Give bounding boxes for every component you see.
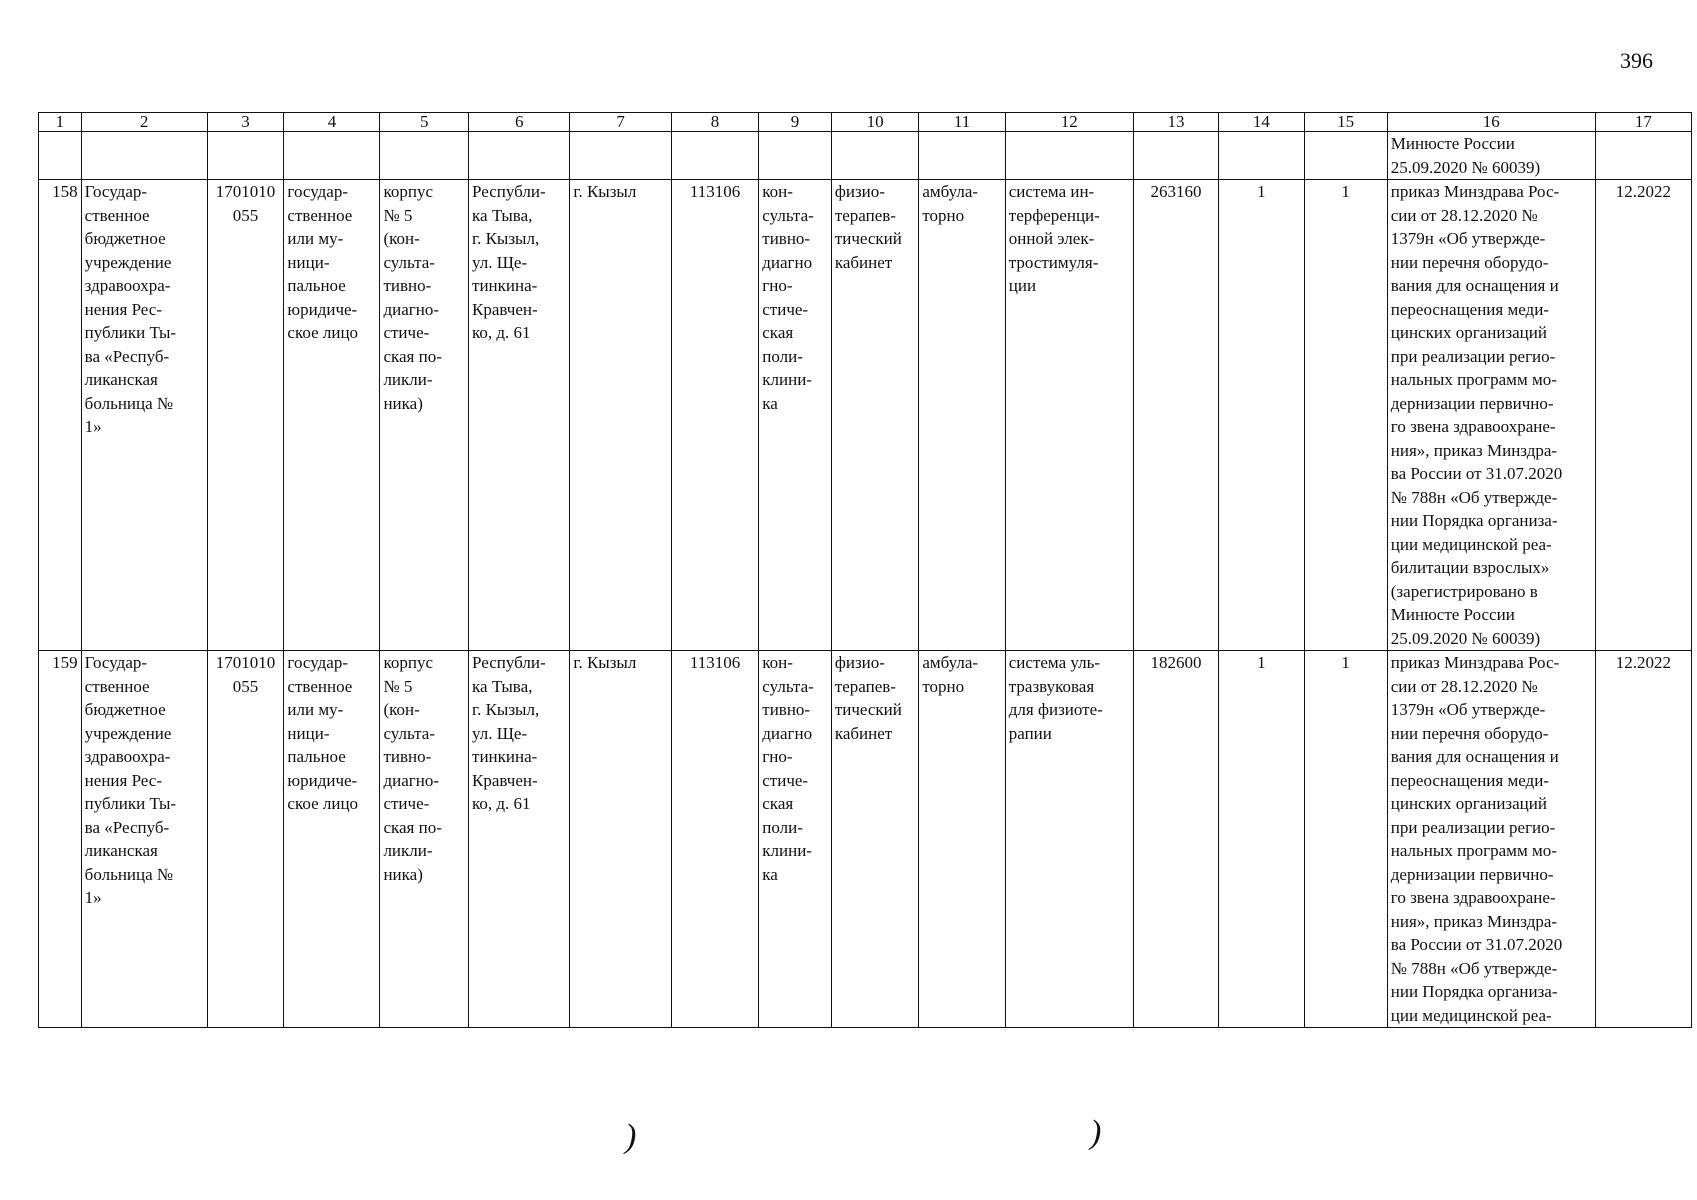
address-cell: Республи- ка Тыва, г. Кызыл, ул. Ще- тинкина- Кравчен- ко, д. 61	[469, 180, 570, 651]
city-cell: г. Кызыл	[570, 651, 671, 1028]
margin-mark: )	[625, 1118, 637, 1155]
price-cell: 182600	[1133, 651, 1218, 1028]
col-header: 3	[207, 113, 284, 132]
col-header: 1	[39, 113, 82, 132]
legal-form-cell: государ- ственное или му- ници- пальное юридиче- ское лицо	[284, 180, 380, 651]
continuation-row	[39, 132, 1692, 180]
col-header: 4	[284, 113, 380, 132]
col-header: 10	[831, 113, 919, 132]
col-header: 14	[1219, 113, 1304, 132]
price-cell: 263160	[1133, 180, 1218, 651]
col-header: 15	[1304, 113, 1387, 132]
building-cell: корпус № 5 (кон- сульта- тивно- диагно- стиче- ская по- ликли- ника)	[380, 180, 469, 651]
organization-cell: Государ- ственное бюджетное учреждение здравоохра- нения Рес- публики Ты- ва «Респуб- ликанская больница № 1»	[81, 651, 207, 1028]
row-number: 158	[39, 180, 82, 651]
col-header: 8	[671, 113, 759, 132]
col-header: 2	[81, 113, 207, 132]
equipment-cell: система уль- тразвуковая для физиоте- рапии	[1005, 651, 1133, 1028]
unit-cell: кон- сульта- тивно- диагно гно- стиче- ская поли- клини- ка	[759, 651, 832, 1028]
cabinet-cell: физио- терапев- тический кабинет	[831, 180, 919, 651]
building-cell: корпус № 5 (кон- сульта- тивно- диагно- стиче- ская по- ликли- ника)	[380, 651, 469, 1028]
col-header: 6	[469, 113, 570, 132]
col-header: 13	[1133, 113, 1218, 132]
cabinet-cell: физио- терапев- тический кабинет	[831, 651, 919, 1028]
equipment-table	[38, 112, 1692, 1028]
page-number: 396	[1620, 48, 1653, 73]
okato-cell: 113106	[671, 180, 759, 651]
unit-cell: кон- сульта- тивно- диагно гно- стиче- ская поли- клини- ка	[759, 180, 832, 651]
basis-cell: Минюсте России 25.09.2020 № 60039)	[1387, 132, 1595, 180]
address-cell: Республи- ка Тыва, г. Кызыл, ул. Ще- тинкина- Кравчен- ко, д. 61	[469, 651, 570, 1028]
col-header: 16	[1387, 113, 1595, 132]
care-form-cell: амбула- торно	[919, 651, 1005, 1028]
quantity-cell: 1	[1304, 180, 1387, 651]
date-cell: 12.2022	[1595, 651, 1691, 1028]
code-cell: 1701010 055	[207, 180, 284, 651]
col-header: 7	[570, 113, 671, 132]
care-form-cell: амбула- торно	[919, 180, 1005, 651]
quantity-cell: 1	[1219, 180, 1304, 651]
code-cell: 1701010 055	[207, 651, 284, 1028]
table-row	[39, 651, 1692, 1028]
equipment-cell: система ин- терференци- онной элек- тростимуля- ции	[1005, 180, 1133, 651]
date-cell: 12.2022	[1595, 180, 1691, 651]
column-number-row	[39, 113, 1692, 132]
col-header: 9	[759, 113, 832, 132]
city-cell: г. Кызыл	[570, 180, 671, 651]
organization-cell: Государ- ственное бюджетное учреждение здравоохра- нения Рес- публики Ты- ва «Респуб- ликанская больница № 1»	[81, 180, 207, 651]
col-header: 17	[1595, 113, 1691, 132]
okato-cell: 113106	[671, 651, 759, 1028]
col-header: 11	[919, 113, 1005, 132]
table-row	[39, 180, 1692, 651]
quantity-cell: 1	[1304, 651, 1387, 1028]
row-number: 159	[39, 651, 82, 1028]
margin-mark: )	[1090, 1114, 1102, 1151]
legal-form-cell: государ- ственное или му- ници- пальное юридиче- ское лицо	[284, 651, 380, 1028]
basis-cell: приказ Минздрава Рос- сии от 28.12.2020 № 1379н «Об утвержде- нии перечня оборудо- вания для оснащения и переоснащения меди- цинских организаций при реализации регио- нальных программ мо- дернизации первично- го звена здравоохране- ния», приказ Минздра- ва России от 31.07.2020 № 788н «Об утвержде- нии Порядка организа- ции медицинской реа-	[1387, 651, 1595, 1028]
basis-cell: приказ Минздрава Рос- сии от 28.12.2020 № 1379н «Об утвержде- нии перечня оборудо- вания для оснащения и переоснащения меди- цинских организаций при реализации регио- нальных программ мо- дернизации первично- го звена здравоохране- ния», приказ Минздра- ва России от 31.07.2020 № 788н «Об утвержде- нии Порядка организа- ции медицинской реа- билитации взрослых» (зарегистрировано в Минюсте России 25.09.2020 № 60039)	[1387, 180, 1595, 651]
col-header: 5	[380, 113, 469, 132]
col-header: 12	[1005, 113, 1133, 132]
quantity-cell: 1	[1219, 651, 1304, 1028]
